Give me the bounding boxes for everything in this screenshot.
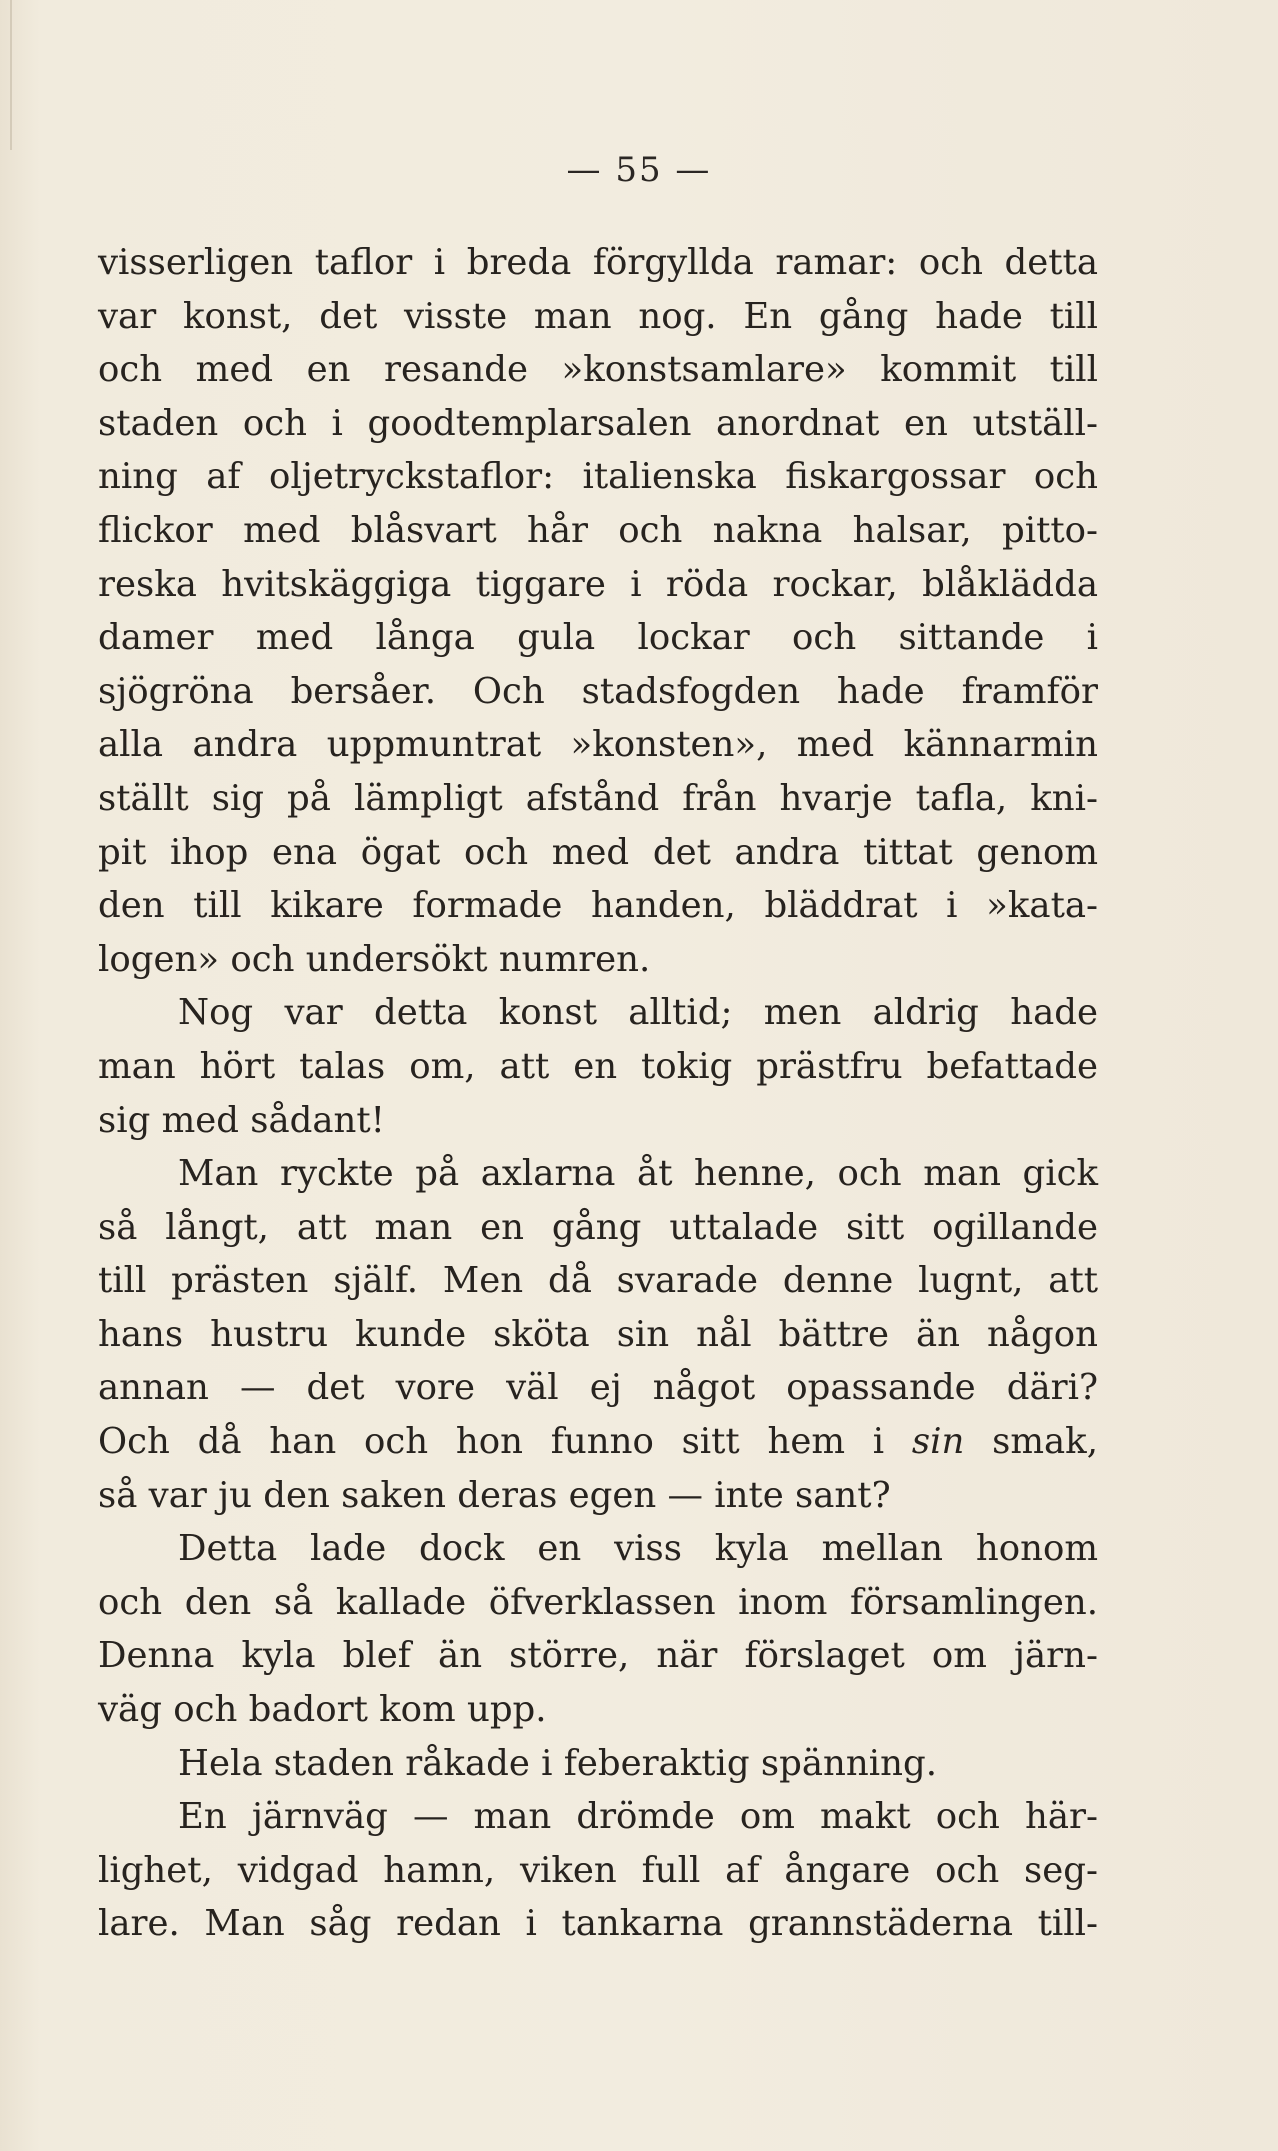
paragraph-start-line: Man ryckte på axlarna åt henne, och man gick [178, 1153, 1098, 1195]
paragraph-start-line: Nog var detta konst alltid; men aldrig hade [178, 992, 1098, 1034]
text-line: sjögröna bersåer. Och stadsfogden hade framför [98, 670, 1098, 712]
text-line: damer med långa gula lockar och sittande i [98, 617, 1098, 659]
paragraph-start-line: En järnväg — man drömde om makt och här- [178, 1796, 1098, 1838]
text-line: ställt sig på lämpligt afstånd från hvarje tafla, kni- [98, 777, 1098, 819]
paragraph-line: Hela staden råkade i feberaktig spänning. [178, 1742, 937, 1784]
text-line: och med en resande »konstsamlare» kommit till [98, 349, 1098, 391]
text-line: så långt, att man en gång uttalade sitt ogillande [98, 1206, 1098, 1248]
text-line: pit ihop ena ögat och med det andra tittat genom [98, 831, 1098, 873]
paragraph-end-line: sig med sådant! [98, 1099, 385, 1141]
text-line: annan — det vore väl ej något opassande däri? [98, 1367, 1098, 1409]
text-line: den till kikare formade handen, bläddrat i »kata- [98, 885, 1098, 927]
text-line: till prästen själf. Men då svarade denne lugnt, att [98, 1260, 1098, 1302]
paragraph-end-line: logen» och undersökt numren. [98, 938, 651, 980]
paragraph-end-line: väg och badort kom upp. [98, 1689, 547, 1731]
text-line: man hört talas om, att en tokig prästfru befattade [98, 1045, 1098, 1087]
text-segment: smak, [992, 1421, 1098, 1463]
text-line: lighet, vidgad hamn, viken full af ångare och seg- [98, 1849, 1098, 1891]
paragraph-end-line: så var ju den saken deras egen — inte sant? [98, 1474, 891, 1516]
page-edge-shadow [10, 0, 12, 150]
text-line: flickor med blåsvart hår och nakna halsar, pitto- [98, 509, 1098, 551]
italic-word: sin [911, 1421, 965, 1463]
text-line: lare. Man såg redan i tankarna grannstäderna till- [98, 1903, 1098, 1945]
text-line-with-italic [98, 1415, 1098, 1469]
text-line: var konst, det visste man nog. En gång hade till [98, 295, 1098, 337]
page-number: — 55 — [566, 150, 712, 190]
text-line: hans hustru kunde sköta sin nål bättre än någon [98, 1313, 1098, 1355]
text-segment: Och då han och hon funno sitt hem i [98, 1421, 885, 1463]
body-text [98, 236, 1098, 1951]
text-line: ning af oljetryckstaflor: italienska fiskargossar och [98, 456, 1098, 498]
text-line: alla andra uppmuntrat »konsten», med kännarmin [98, 724, 1098, 766]
text-line: Denna kyla blef än större, när förslaget om järn- [98, 1635, 1098, 1677]
text-line: reska hvitskäggiga tiggare i röda rockar, blåklädda [98, 563, 1098, 605]
text-line: staden och i goodtemplarsalen anordnat en utställ- [98, 402, 1098, 444]
text-line: och den så kallade öfverklassen inom församlingen. [98, 1581, 1098, 1623]
text-line: visserligen taflor i breda förgyllda ramar: och detta [98, 242, 1098, 283]
paragraph-start-line: Detta lade dock en viss kyla mellan honom [178, 1528, 1098, 1570]
